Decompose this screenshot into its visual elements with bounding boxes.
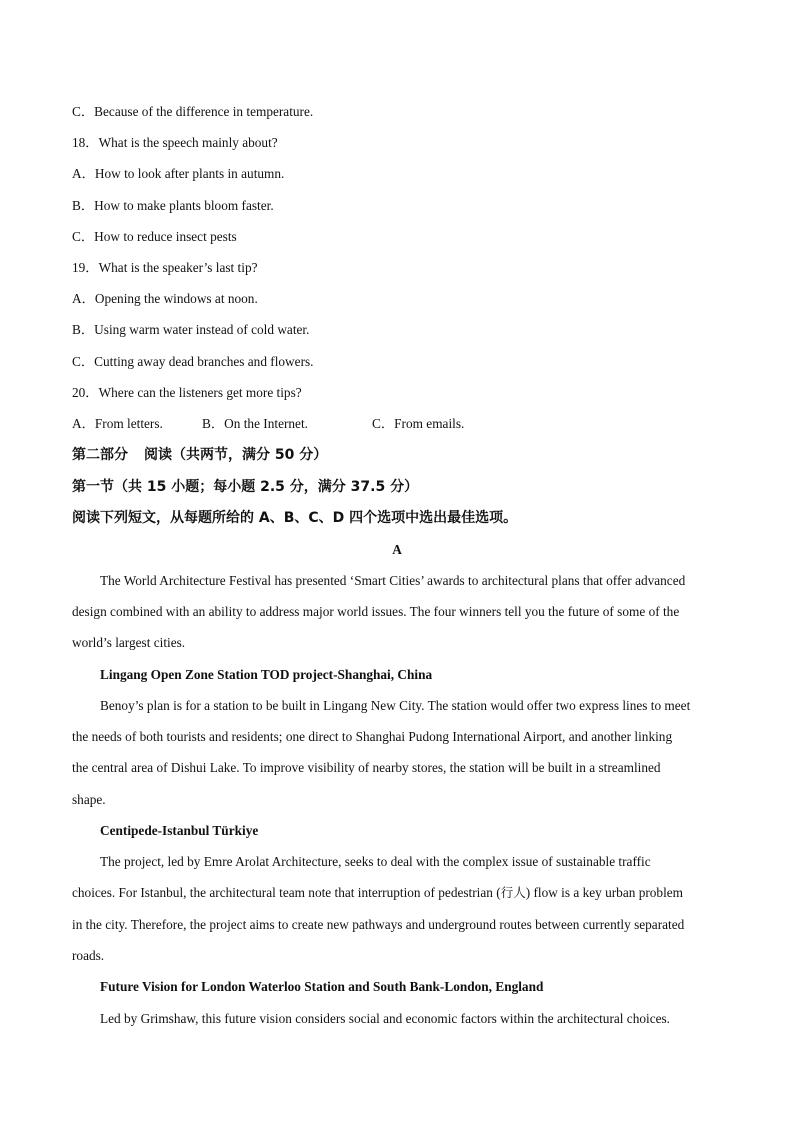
item2-line-2-pre: choices. For Istanbul, the architectural team note that interruption of pedestrian ( (72, 885, 501, 900)
section-one-title: 第一节（共 15 小题；每小题 2.5 分，满分 37.5 分） (72, 479, 419, 495)
q19-option-c: C．Cutting away dead branches and flowers. (72, 354, 314, 369)
intro-line-3: world’s largest cities. (72, 635, 186, 650)
q17-option-c: C．Because of the difference in temperature. (72, 104, 314, 119)
item2-line-2 (72, 885, 683, 901)
item2-line-4: roads. (72, 948, 105, 963)
q18-option-b: B．How to make plants bloom faster. (72, 198, 274, 213)
q20-option-b: B．On the Internet. (202, 416, 308, 431)
q19-stem: 19．What is the speaker’s last tip? (72, 260, 258, 275)
item2-line-2-post: ) flow is a key urban problem (525, 885, 684, 900)
q19-option-b: B．Using warm water instead of cold water. (72, 322, 310, 337)
intro-line-1: The World Architecture Festival has presented ‘Smart Cities’ awards to architectural plans that offer advanced (100, 573, 686, 588)
q20-option-c: C．From emails. (372, 416, 465, 431)
item2-line-3: in the city. Therefore, the project aims to create new pathways and underground routes between currently separated (72, 917, 685, 932)
q18-stem: 18．What is the speech mainly about? (72, 135, 278, 150)
item2-line-1: The project, led by Emre Arolat Architecture, seeks to deal with the complex issue of sustainable traffic (100, 854, 651, 869)
item2-heading: Centipede-Istanbul Türkiye (100, 823, 259, 838)
item1-line-2: the needs of both tourists and residents; one direct to Shanghai Pudong International Airport, and another linking (72, 729, 673, 744)
part-two-title (72, 447, 327, 463)
q19-option-a: A．Opening the windows at noon. (72, 291, 258, 306)
item1-heading: Lingang Open Zone Station TOD project-Shanghai, China (100, 667, 433, 682)
q18-option-c: C．How to reduce insect pests (72, 229, 237, 244)
intro-line-2: design combined with an ability to address major world issues. The four winners tell you the future of some of the (72, 604, 680, 619)
item2-line-2-cn: 行人 (500, 885, 526, 900)
item3-line-1: Led by Grimshaw, this future vision considers social and economic factors within the architectural choices. (100, 1011, 670, 1026)
part-subtitle: 阅读（共两节，满分 50 分） (144, 447, 328, 463)
item3-heading: Future Vision for London Waterloo Station and South Bank-London, England (100, 979, 544, 994)
q20-options (72, 416, 464, 432)
passage-label: A (392, 542, 402, 557)
item1-line-3: the central area of Dishui Lake. To improve visibility of nearby stores, the station will be built in a streamlined (72, 760, 661, 775)
q18-option-a: A．How to look after plants in autumn. (72, 166, 285, 181)
item1-line-1: Benoy’s plan is for a station to be built in Lingang New City. The station would offer two express lines to meet (100, 698, 691, 713)
reading-instruction: 阅读下列短文，从每题所给的 A、B、C、D 四个选项中选出最佳选项。 (72, 510, 518, 526)
part-title: 第二部分 (72, 447, 128, 463)
q20-stem: 20．Where can the listeners get more tips? (72, 385, 302, 400)
q20-option-a: A．From letters. (72, 416, 163, 431)
item1-line-4: shape. (72, 792, 106, 807)
